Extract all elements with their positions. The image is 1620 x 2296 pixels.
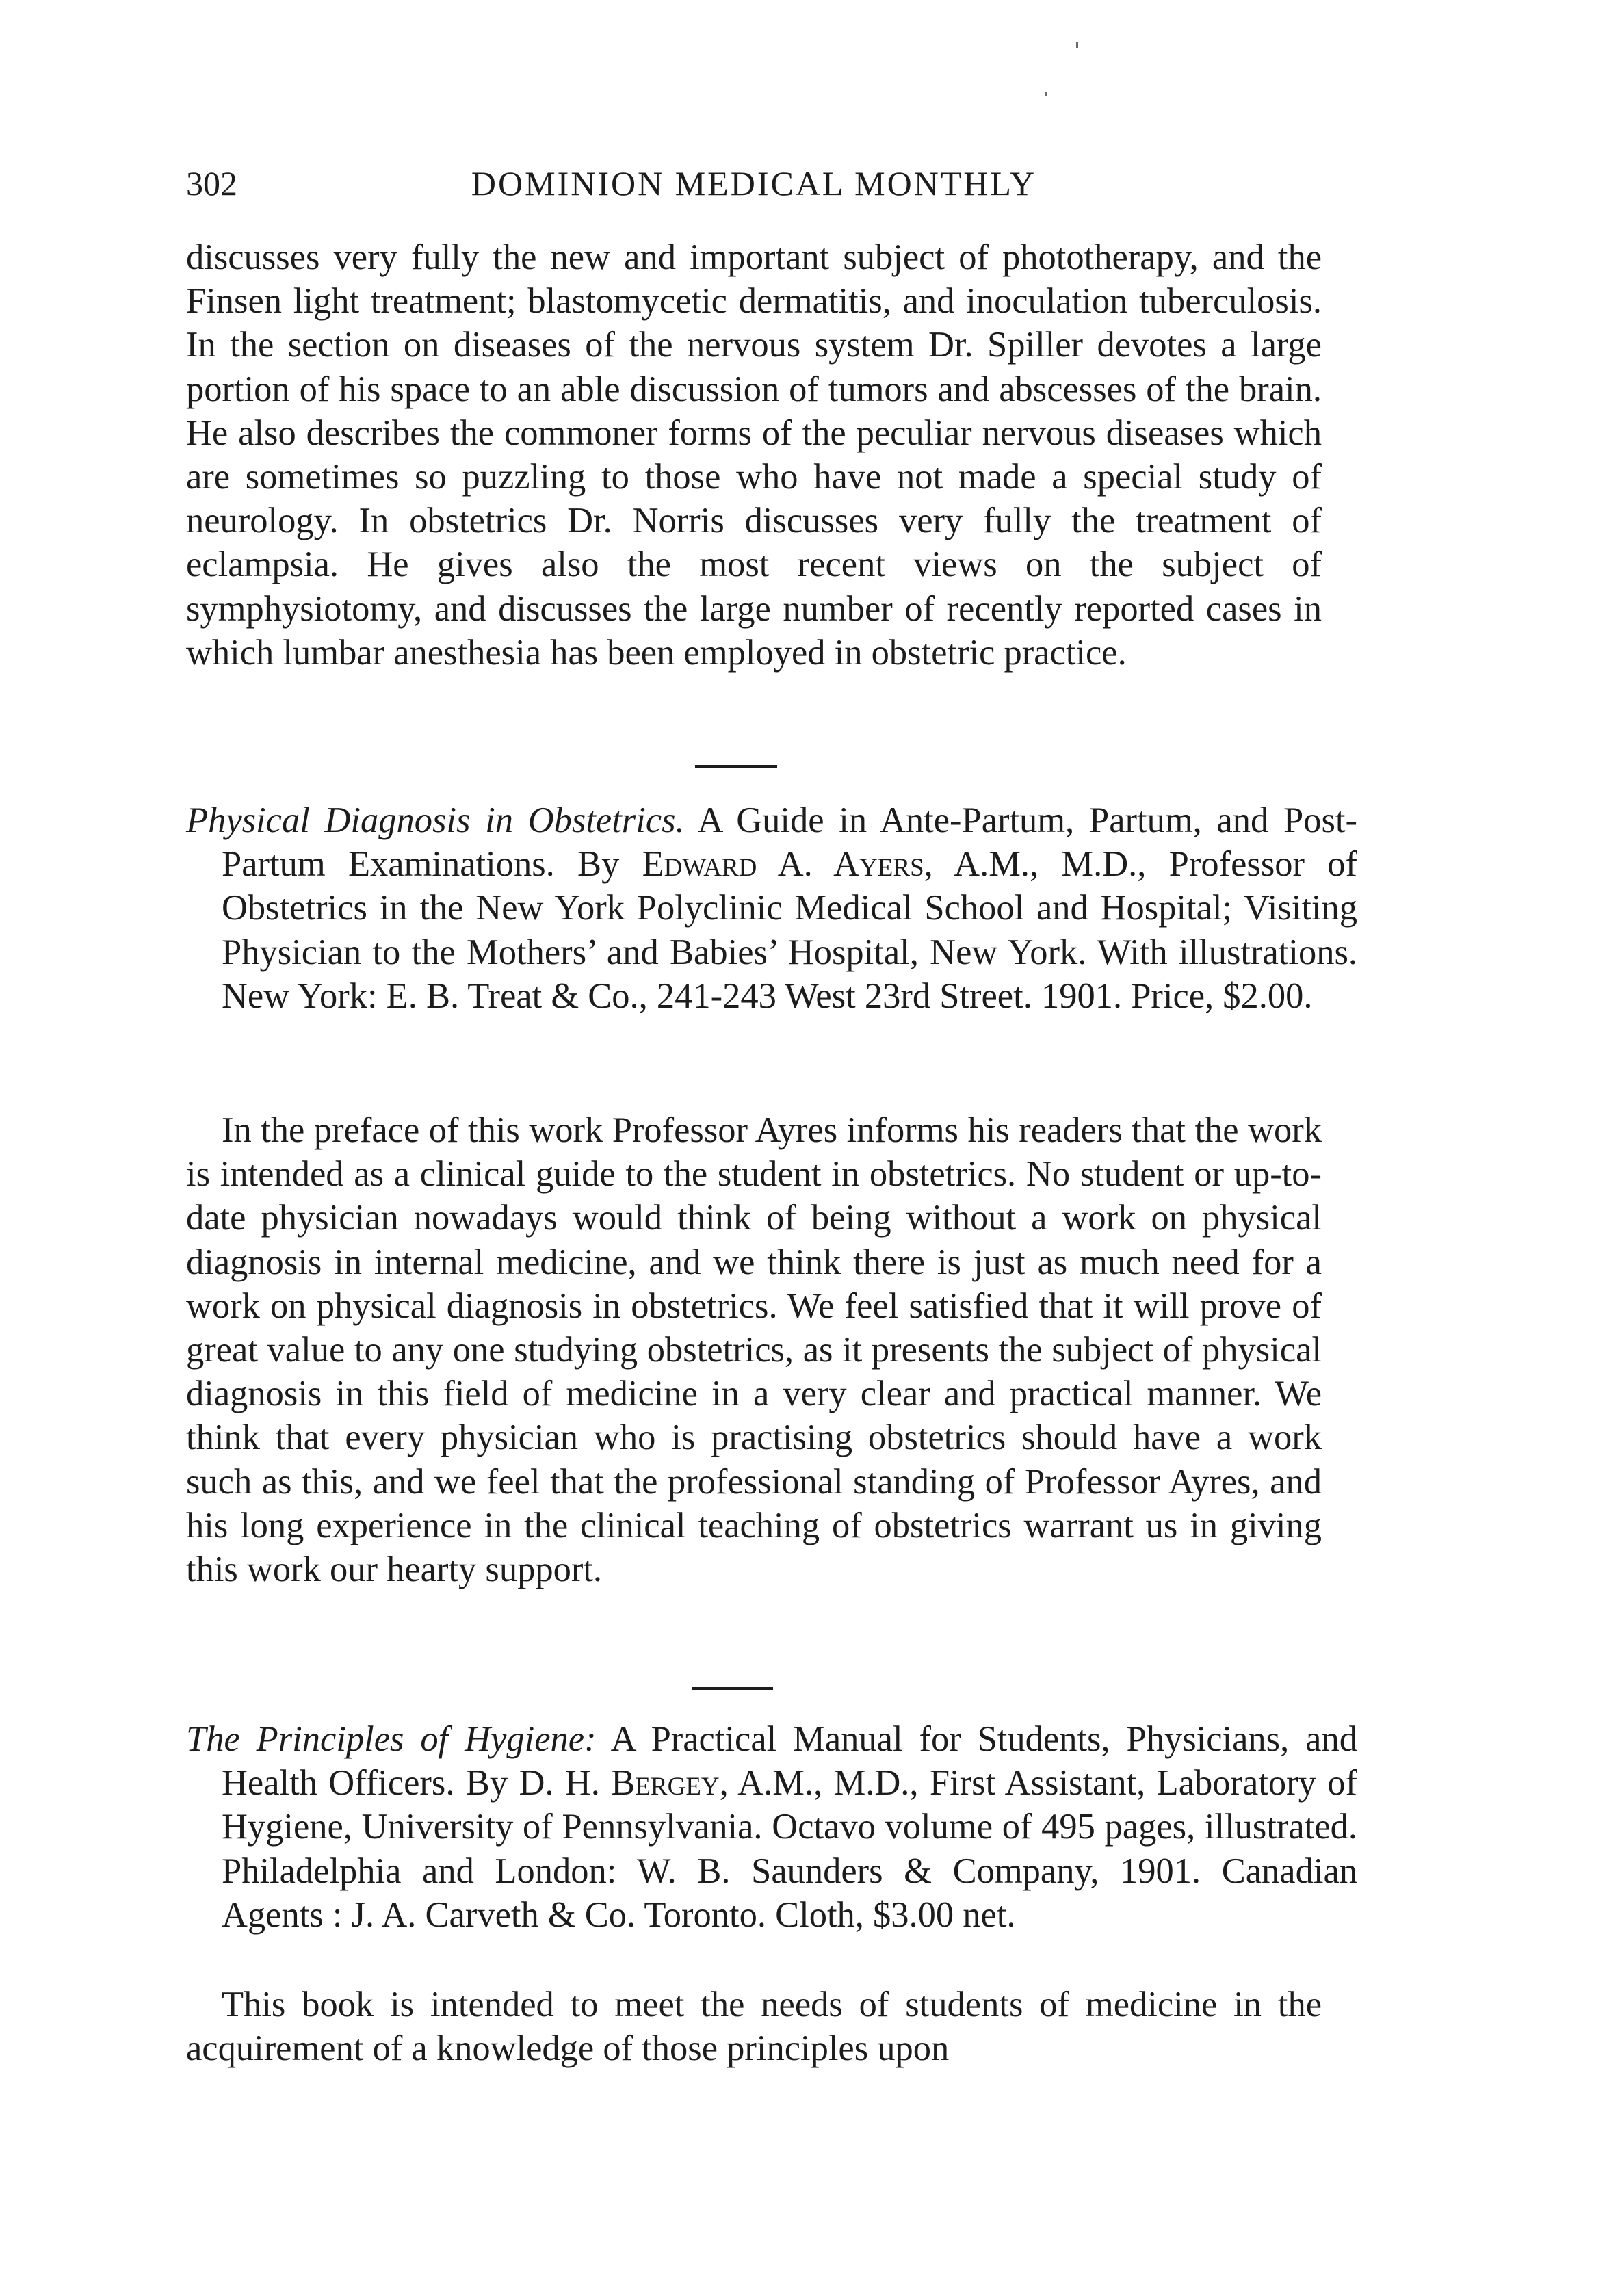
review-paragraph: In the preface of this work Professor Ayres informs his readers that the work is intended as a clinical guide to the student in obstetrics. No student or up-to-date physician nowadays would think of being without a work on physical diagnosis in internal medicine, and we think there is just as much need for a work on physical diagnosis in obstetrics. We feel satisfied that it will prove of great value to any one studying obstetrics, as it presents the subject of physical diagnosis in this field of medicine in a very clear and practical manner. We think that every physician who is practising obstetrics should have a work such as this, and we feel that the professional standing of Professor Ayres, and his long experience in the clinical teaching of obstetrics warrant us in giving this work our hearty support. bbox=[186, 1110, 1322, 1590]
section-divider bbox=[692, 1687, 773, 1690]
section-divider bbox=[695, 765, 777, 768]
scan-speck bbox=[1045, 92, 1047, 96]
page-header bbox=[186, 156, 1322, 211]
review-paragraph: This book is intended to meet the needs of students of medicine in the acquirement of a knowledge of those principles upon bbox=[186, 1985, 1322, 2069]
book-entry-principles-of-hygiene bbox=[186, 1717, 1357, 1937]
book-details: , A.M., M.D., Professor of Obstetrics in the New York Polyclinic Medical School and Hospital; Visiting Physician to the Mothers’ and Babies’ Hospital, New York. With illustrations. New York: E. B. Treat & Co., 241-243 West 23rd Street. 1901. Price, $2.00. bbox=[222, 844, 1358, 1016]
page-number: 302 bbox=[186, 164, 237, 203]
scan-speck bbox=[1076, 42, 1078, 48]
book-subtitle: A Practical Manual for Students, Physicians, and Health Officers. By D. H. bbox=[222, 1719, 1357, 1803]
review-paragraph-continued: discusses very fully the new and important subject of phototherapy, and the Finsen light treatment; blastomycetic dermatitis, and inoculation tuberculosis. In the section on diseases of the nervous system Dr. Spiller devotes a large portion of his space to an able discussion of tumors and abscesses of the brain. He also describes the commoner forms of the peculiar nervous diseases which are sometimes so puzzling to those who have not made a special study of neurology. In obstetrics Dr. Norris discusses very fully the treatment of eclampsia. He gives also the most recent views on the subject of symphysiotomy, and discusses the large number of recently reported cases in which lumbar anesthesia has been employed in obstetric practice. bbox=[186, 237, 1322, 673]
book-author: Bergey bbox=[611, 1763, 720, 1803]
book-title: The Principles of Hygiene: bbox=[186, 1719, 597, 1759]
running-head: DOMINION MEDICAL MONTHLY bbox=[471, 164, 1037, 203]
book-subtitle: A Guide in Ante-Partum, Partum, and Post-Partum Examinations. By bbox=[222, 800, 1357, 885]
book-details: , A.M., M.D., First Assistant, Laboratory of Hygiene, University of Pennsylvania. Octavo volume of 495 pages, illustrated. Philadelphia and London: W. B. Saunders & Company, 1901. Canadian Agents : J. A. Carveth & Co. Toronto. Cloth, $3.00 net. bbox=[222, 1763, 1358, 1935]
book-title: Physical Diagnosis in Obstetrics. bbox=[186, 800, 685, 840]
book-author: Edward A. Ayers bbox=[642, 844, 924, 885]
book-entry-physical-diagnosis bbox=[186, 798, 1357, 1018]
